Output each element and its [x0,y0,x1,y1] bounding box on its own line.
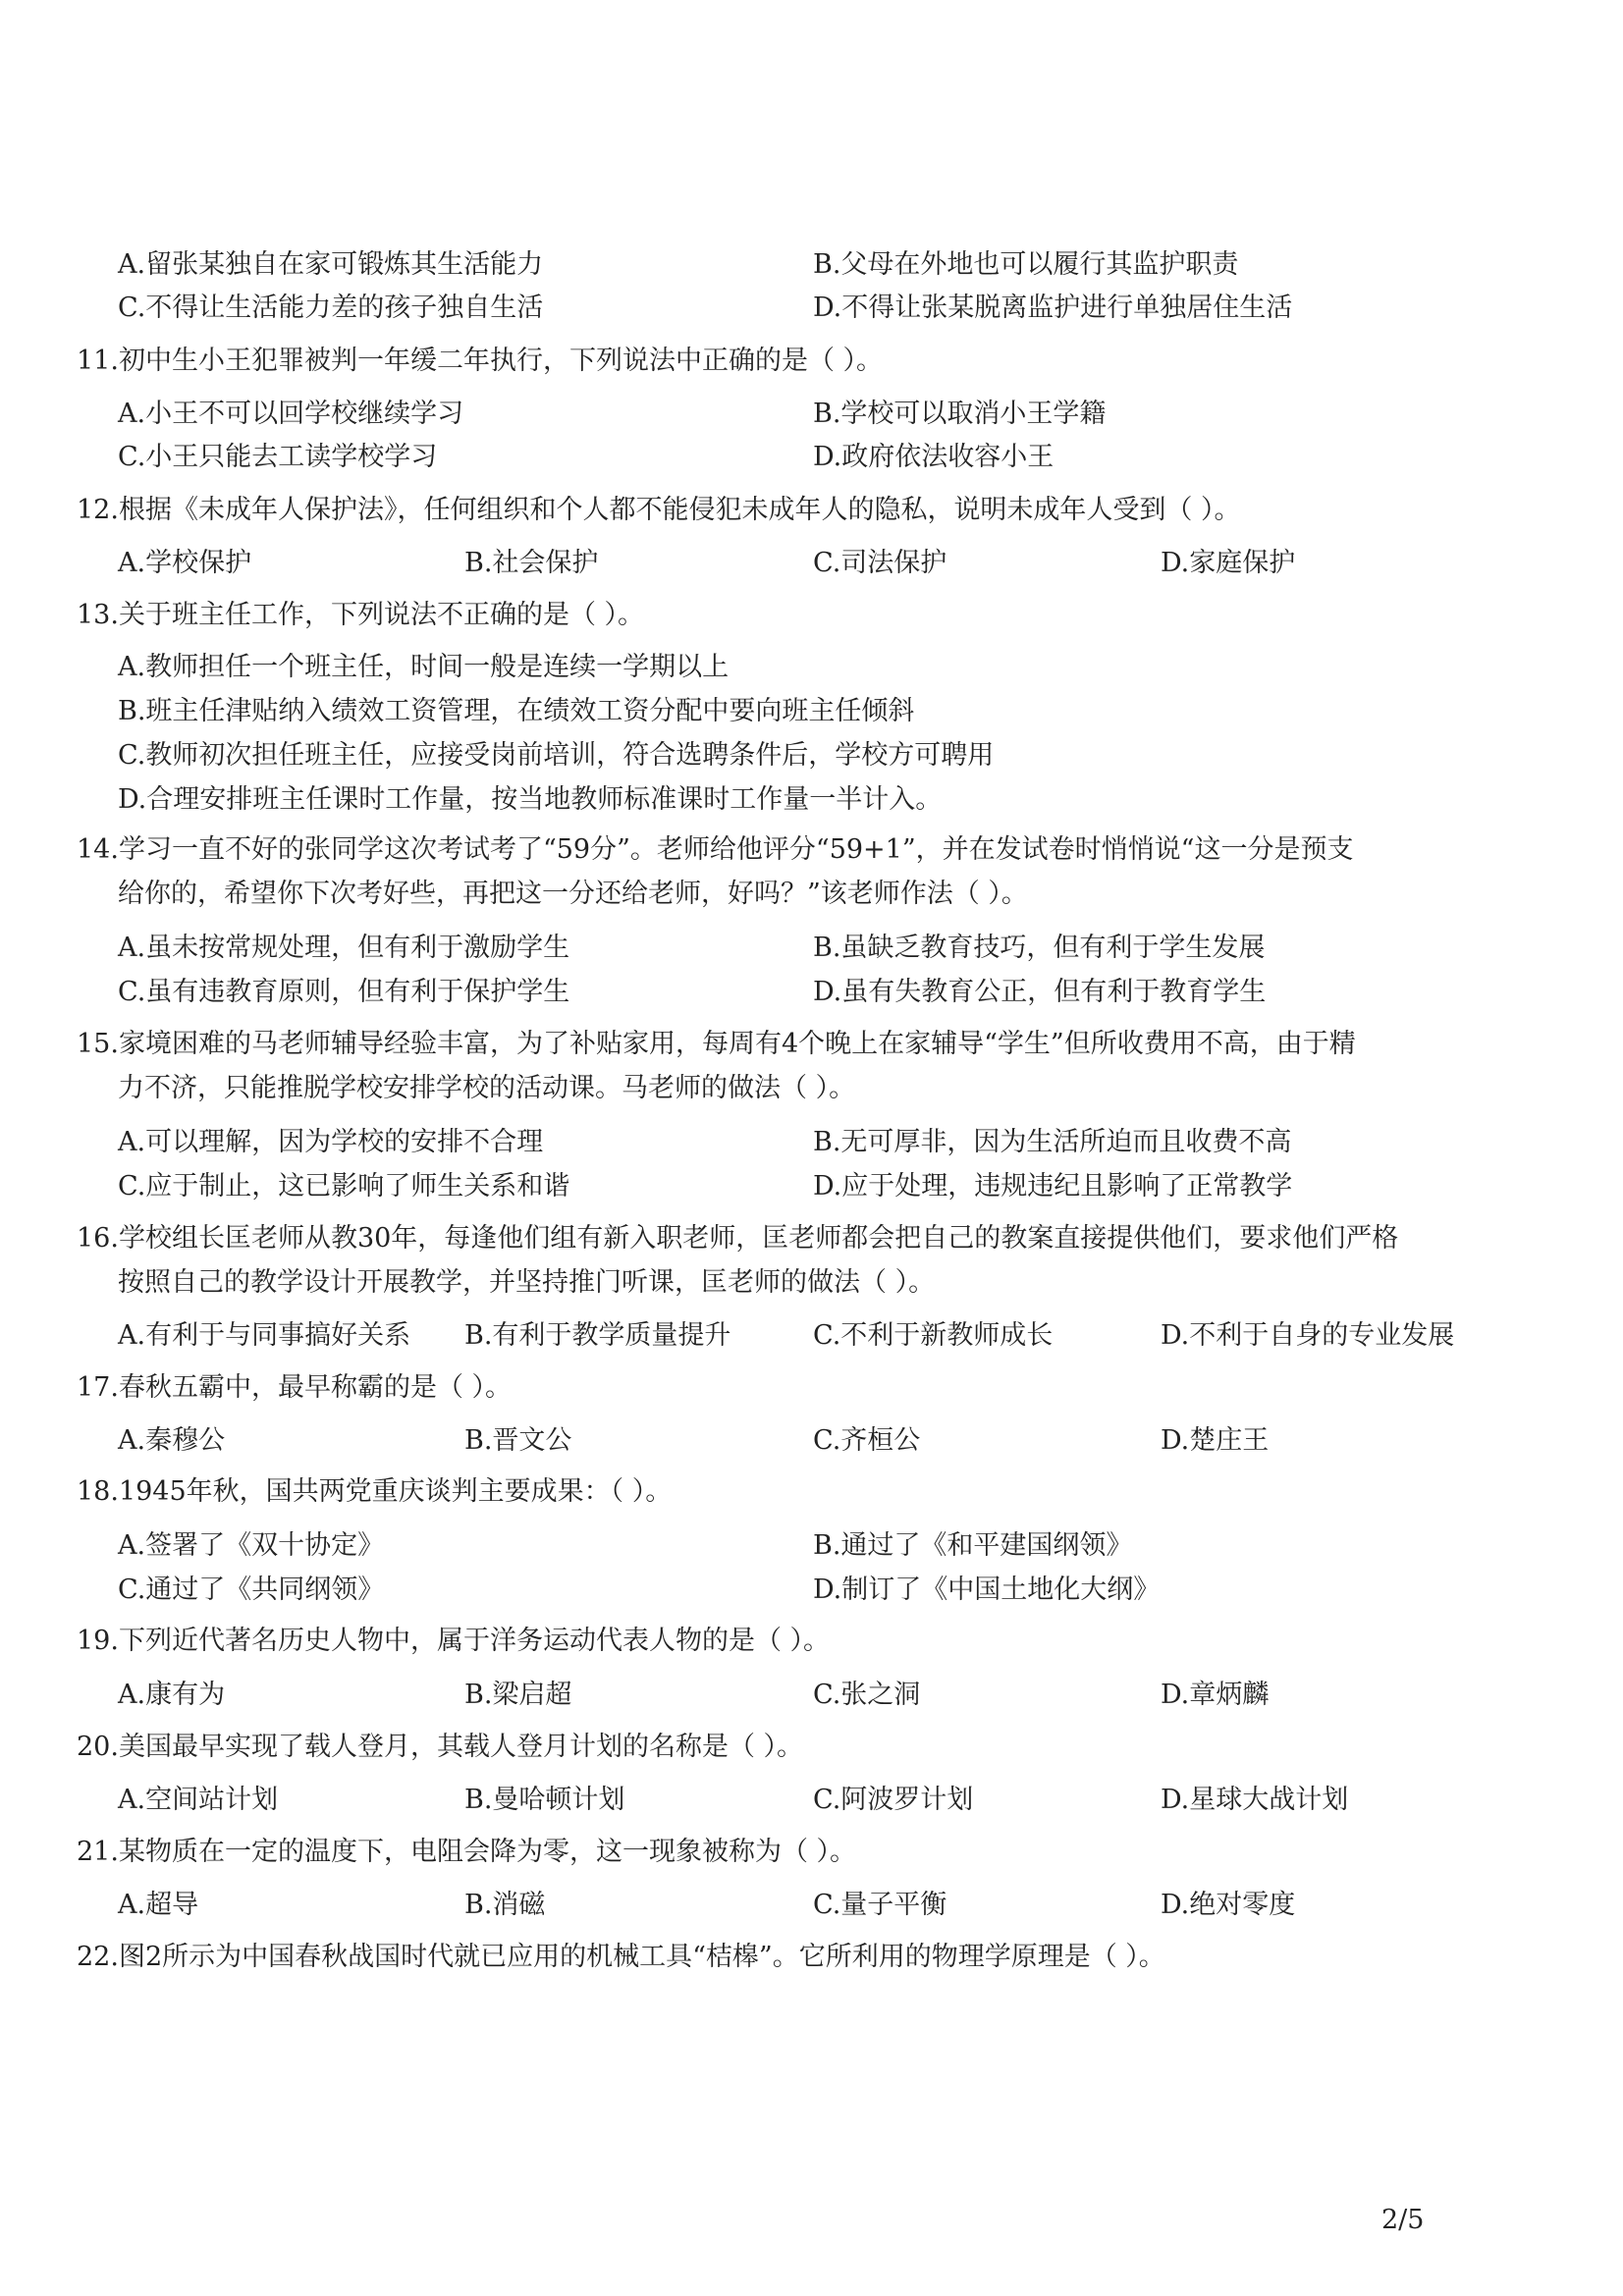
q10-option-a: A.留张某独自在家可锻炼其生活能力 [118,249,544,280]
q11-option-d: D.政府依法收容小王 [813,442,1055,472]
q17-option-b: B.晋文公 [464,1425,572,1456]
q11-option-c: C.小王只能去工读学校学习 [118,442,438,472]
q14-option-a: A.虽未按常规处理，但有利于激励学生 [118,933,570,963]
q19-option-b: B.梁启超 [464,1680,572,1710]
q11-stem: 11.初中生小王犯罪被判一年缓二年执行，下列说法中正确的是（ ）。 [77,346,884,376]
q12-option-b: B.社会保护 [464,548,599,578]
q17-stem: 17.春秋五霸中，最早称霸的是（ ）。 [77,1372,513,1403]
q15-stem-continued: 力不济，只能推脱学校安排学校的活动课。马老师的做法（ ）。 [118,1073,856,1103]
q21-option-a: A.超导 [118,1890,199,1920]
q19-stem: 19.下列近代著名历史人物中，属于洋务运动代表人物的是（ ）。 [77,1626,831,1656]
q14-stem: 14.学习一直不好的张同学这次考试考了“59分”。老师给他评分“59+1”，并在发试卷时悄悄说“这一分是预支 [77,834,1354,865]
q11-option-a: A.小王不可以回学校继续学习 [118,399,464,429]
page-number: 2/5 [1381,2205,1425,2235]
q13-option-b: B.班主任津贴纳入绩效工资管理，在绩效工资分配中要向班主任倾斜 [118,696,915,726]
q12-option-d: D.家庭保护 [1161,548,1296,578]
q12-option-a: A.学校保护 [118,548,252,578]
q15-option-b: B.无可厚非，因为生活所迫而且收费不高 [813,1127,1292,1157]
q21-option-d: D.绝对零度 [1161,1890,1296,1920]
q16-option-a: A.有利于与同事搞好关系 [118,1320,411,1351]
q13-option-d: D.合理安排班主任课时工作量，按当地教师标准课时工作量一半计入。 [118,784,943,815]
q16-stem-continued: 按照自己的教学设计开展教学，并坚持推门听课，匡老师的做法（ ）。 [118,1267,936,1298]
q10-option-c: C.不得让生活能力差的孩子独自生活 [118,293,544,323]
q17-option-a: A.秦穆公 [118,1425,226,1456]
q16-option-d: D.不利于自身的专业发展 [1161,1320,1455,1351]
q14-stem-continued: 给你的，希望你下次考好些，再把这一分还给老师，好吗？”该老师作法（ ）。 [118,879,1028,909]
q15-option-c: C.应于制止，这已影响了师生关系和谐 [118,1171,570,1201]
q12-stem: 12.根据《未成年人保护法》，任何组织和个人都不能侵犯未成年人的隐私，说明未成年人受到（ ）。 [77,495,1241,525]
q20-option-c: C.阿波罗计划 [813,1785,974,1815]
q17-option-d: D.楚庄王 [1161,1425,1270,1456]
q19-option-a: A.康有为 [118,1680,226,1710]
q20-stem: 20.美国最早实现了载人登月，其载人登月计划的名称是（ ）。 [77,1732,804,1762]
q11-option-b: B.学校可以取消小王学籍 [813,399,1107,429]
q22-stem: 22.图2所示为中国春秋战国时代就已应用的机械工具“桔槔”。它所利用的物理学原理是（ ）。 [77,1942,1165,1972]
q21-option-b: B.消磁 [464,1890,546,1920]
q16-option-b: B.有利于教学质量提升 [464,1320,731,1351]
q18-stem: 18.1945年秋，国共两党重庆谈判主要成果：（ ）。 [77,1476,673,1507]
q14-option-d: D.虽有失教育公正，但有利于教育学生 [813,977,1267,1007]
q21-option-c: C.量子平衡 [813,1890,947,1920]
q10-option-b: B.父母在外地也可以履行其监护职责 [813,249,1239,280]
q13-option-a: A.教师担任一个班主任，时间一般是连续一学期以上 [118,652,730,682]
q20-option-d: D.星球大战计划 [1161,1785,1349,1815]
q13-stem: 13.关于班主任工作，下列说法不正确的是（ ）。 [77,600,645,630]
q15-option-d: D.应于处理，违规违纪且影响了正常教学 [813,1171,1293,1201]
q14-option-b: B.虽缺乏教育技巧，但有利于学生发展 [813,933,1266,963]
q18-option-d: D.制订了《中国土地化大纲》 [813,1575,1161,1605]
q16-stem: 16.学校组长匡老师从教30年，每逢他们组有新入职老师，匡老师都会把自己的教案直接提供他们，要求他们严格 [77,1223,1399,1254]
q19-option-c: C.张之洞 [813,1680,921,1710]
q17-option-c: C.齐桓公 [813,1425,921,1456]
q21-stem: 21.某物质在一定的温度下，电阻会降为零，这一现象被称为（ ）。 [77,1837,857,1867]
q19-option-d: D.章炳麟 [1161,1680,1270,1710]
q14-option-c: C.虽有违教育原则，但有利于保护学生 [118,977,570,1007]
q18-option-b: B.通过了《和平建国纲领》 [813,1530,1133,1561]
q15-option-a: A.可以理解，因为学校的安排不合理 [118,1127,544,1157]
q12-option-c: C.司法保护 [813,548,947,578]
q10-option-d: D.不得让张某脱离监护进行单独居住生活 [813,293,1293,323]
q18-option-c: C.通过了《共同纲领》 [118,1575,385,1605]
q18-option-a: A.签署了《双十协定》 [118,1530,385,1561]
q15-stem: 15.家境困难的马老师辅导经验丰富，为了补贴家用，每周有4个晚上在家辅导“学生”但所收费用不高，由于精 [77,1029,1356,1059]
q20-option-a: A.空间站计划 [118,1785,279,1815]
q16-option-c: C.不利于新教师成长 [813,1320,1054,1351]
q13-option-c: C.教师初次担任班主任，应接受岗前培训，符合选聘条件后，学校方可聘用 [118,740,995,771]
q20-option-b: B.曼哈顿计划 [464,1785,625,1815]
